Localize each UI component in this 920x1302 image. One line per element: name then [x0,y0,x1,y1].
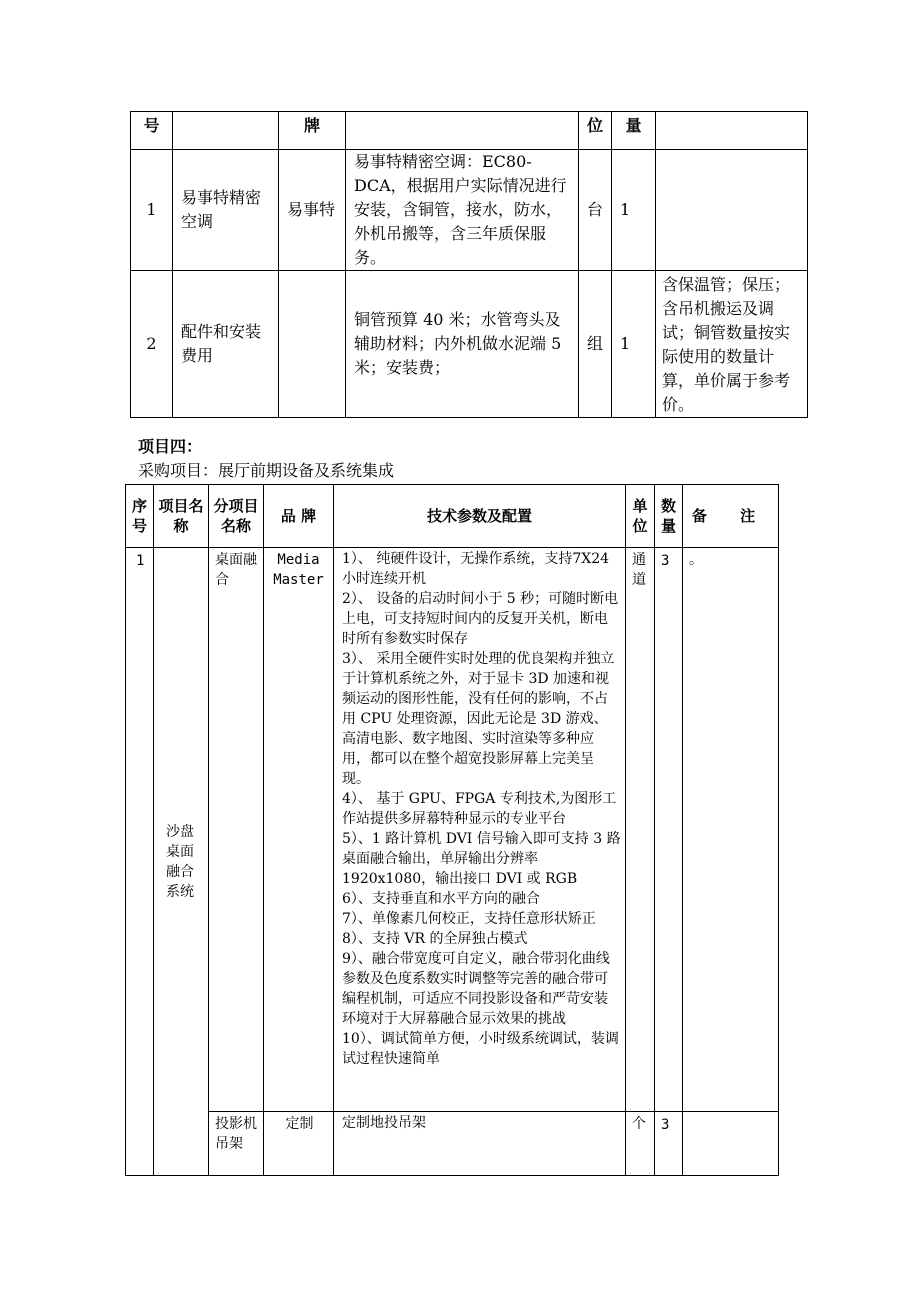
item-brand: 易事特 [279,150,346,271]
row-number: 2 [131,271,173,418]
spec-line: 6）、支持垂直和水平方向的融合 [342,891,540,907]
header-cell-brand: 牌 [279,112,346,150]
table2-header-row [126,485,779,548]
item-name: 易事特精密空调 [173,150,279,271]
group-name: 沙盘桌面融合系统 [154,548,209,1176]
header-sub-item: 分项目名称 [209,485,264,548]
header-note: 备 注 [683,485,779,548]
item-qty: 1 [612,150,656,271]
header-cell-unit: 位 [579,112,612,150]
item-name: 配件和安装费用 [173,271,279,418]
sub-item-name: 投影机吊架 [209,1112,264,1176]
spec-line: 4）、 基于 GPU、FPGA 专利技术,为图形工作站提供多屏幕特种显示的专业平台 [342,791,617,827]
table-row [131,150,808,271]
item-brand: 定制 [264,1112,334,1176]
item-brand: Media Master [264,548,334,1112]
header-serial: 序号 [126,485,154,548]
group-number: 1 [126,548,154,1176]
item-note: 。 [683,548,779,1112]
item-note [656,150,808,271]
item-note [683,1112,779,1176]
spec-line: 定制地投吊架 [342,1115,426,1131]
item-spec [334,548,626,1112]
spec-line: 9）、融合带宽度可自定义，融合带羽化曲线参数及色度系数实时调整等完善的融合带可编程机制，可适应不同投影设备和严苛安装环境对于大屏幕融合显示效果的挑战 [342,951,610,1027]
spec-line: 1）、 纯硬件设计，无操作系统，支持7X24 小时连续开机 [342,551,610,587]
spec-line: 5）、1 路计算机 DVI 信号输入即可支持 3 路桌面融合输出，单屏输出分辨率1920x1080，输出接口 DVI 或 RGB [342,831,621,887]
header-brand: 品 牌 [264,485,334,548]
spec-line: 8）、支持 VR 的全屏独占模式 [342,931,528,947]
item-unit: 组 [579,271,612,418]
item-unit: 台 [579,150,612,271]
spec-line: 3）、 采用全硬件实时处理的优良架构并独立于计算机系统之外，对于显卡 3D 加速和视频运动的图形性能，没有任何的影响，不占用 CPU 处理资源，因此无论是 3D 游戏、高清电影、数字地图、实时渲染等多种应用，都可以在整个超宽投影屏幕上完美呈现。 [342,651,615,787]
equipment-table-1 [130,111,808,418]
header-unit: 单位 [626,485,655,548]
purchase-heading: 采购项目：展厅前期设备及系统集成 [138,461,395,480]
item-unit: 通道 [626,548,655,1112]
item-qty: 3 [655,1112,683,1176]
table-row [131,271,808,418]
header-item-name: 项目名称 [154,485,209,548]
item-qty: 3 [655,548,683,1112]
spec-line: 7）、单像素几何校正，支持任意形状矫正 [342,911,596,927]
table1-header-row [131,112,808,150]
item-brand [279,271,346,418]
table-row [126,1112,779,1176]
header-spec: 技术参数及配置 [334,485,626,548]
item-unit: 个 [626,1112,655,1176]
spec-line: 10）、调试简单方便，小时级系统调试，装调试过程快速简单 [342,1031,619,1067]
item-spec: 铜管预算 40 米；水管弯头及辅助材料；内外机做水泥端 5 米；安装费； [346,271,579,418]
project-heading: 项目四： [138,437,203,456]
row-number: 1 [131,150,173,271]
header-cell-qty: 量 [612,112,656,150]
item-spec: 易事特精密空调：EC80-DCA，根据用户实际情况进行安装，含铜管，接水，防水，外机吊搬等，含三年质保服务。 [346,150,579,271]
spec-line: 2）、 设备的启动时间小于 5 秒；可随时断电上电，可支持短时间内的反复开关机，断电时所有参数实时保存 [342,591,619,647]
item-qty: 1 [612,271,656,418]
sub-item-name: 桌面融合 [209,548,264,1112]
item-spec [334,1112,626,1176]
equipment-table-2 [125,484,779,1176]
item-note: 含保温管；保压；含吊机搬运及调试；铜管数量按实际使用的数量计算，单价属于参考价。 [656,271,808,418]
header-cell-no: 号 [131,112,173,150]
table-row [126,548,779,1112]
header-qty: 数量 [655,485,683,548]
